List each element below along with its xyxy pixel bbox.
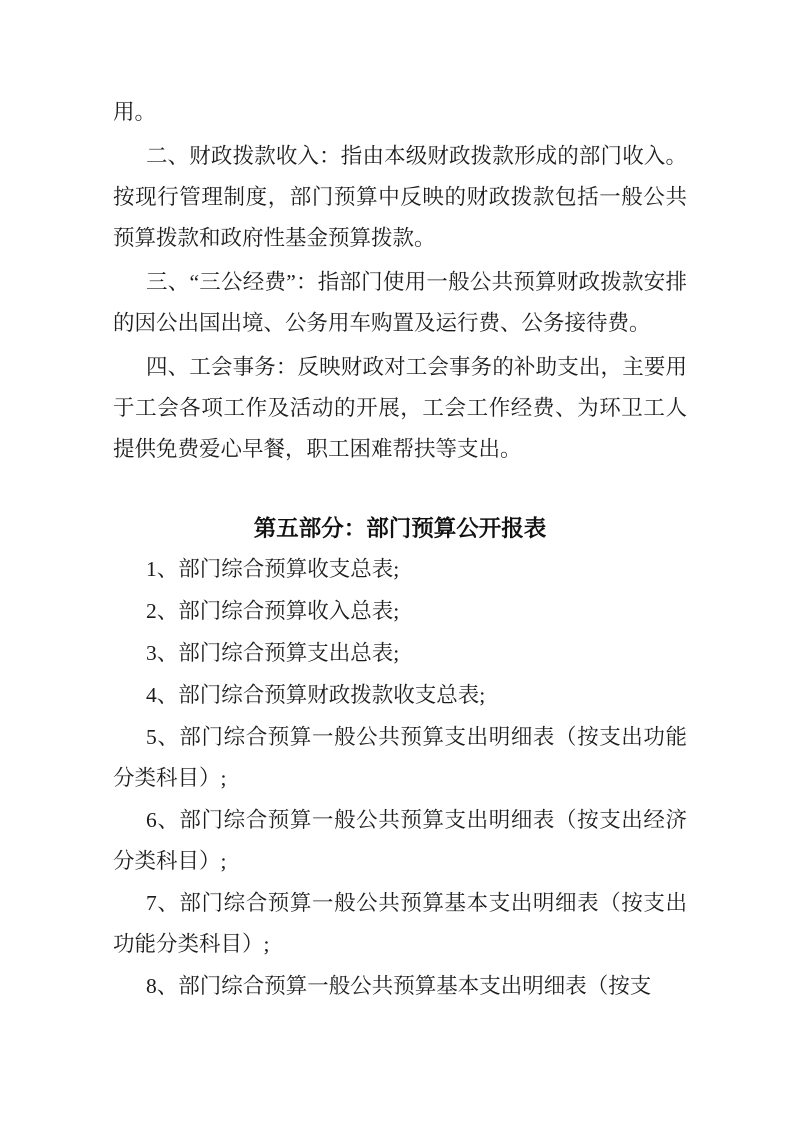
paragraph-union-affairs: 四、工会事务：反映财政对工会事务的补助支出，主要用于工会各项工作及活动的开展，工会工作经费、为环卫工人提供免费爱心早餐，职工困难帮扶等支出。 — [113, 355, 687, 461]
paragraph-fiscal-appropriation-income: 二、财政拨款收入：指由本级财政拨款形成的部门收入。按现行管理制度，部门预算中反映的财政拨款包括一般公共预算拨款和政府性基金预算拨款。 — [113, 144, 687, 250]
report-list-item-1: 1、部门综合预算收支总表; — [146, 557, 400, 581]
report-list-item-3: 3、部门综合预算支出总表; — [146, 641, 400, 665]
document-content — [113, 92, 687, 1008]
paragraph-continuation: 用。 — [113, 100, 157, 124]
report-list-item-8-truncated: 8、部门综合预算一般公共预算基本支出明细表（按支 — [146, 974, 652, 998]
report-list-item-6: 6、部门综合预算一般公共预算支出明细表（按支出经济分类科目）; — [113, 808, 687, 873]
report-list-item-5: 5、部门综合预算一般公共预算支出明细表（按支出功能分类科目）; — [113, 725, 687, 790]
section-heading-part-five: 第五部分：部门预算公开报表 — [253, 516, 547, 541]
report-list-item-4: 4、部门综合预算财政拨款收支总表; — [146, 683, 486, 707]
report-list-item-7: 7、部门综合预算一般公共预算基本支出明细表（按支出功能分类科目）; — [113, 891, 687, 956]
report-list-item-2: 2、部门综合预算收入总表; — [146, 599, 400, 623]
paragraph-three-public-expenses: 三、“三公经费”：指部门使用一般公共预算财政拨款安排的因公出国出境、公务用车购置及运行费、公务接待费。 — [113, 270, 687, 335]
